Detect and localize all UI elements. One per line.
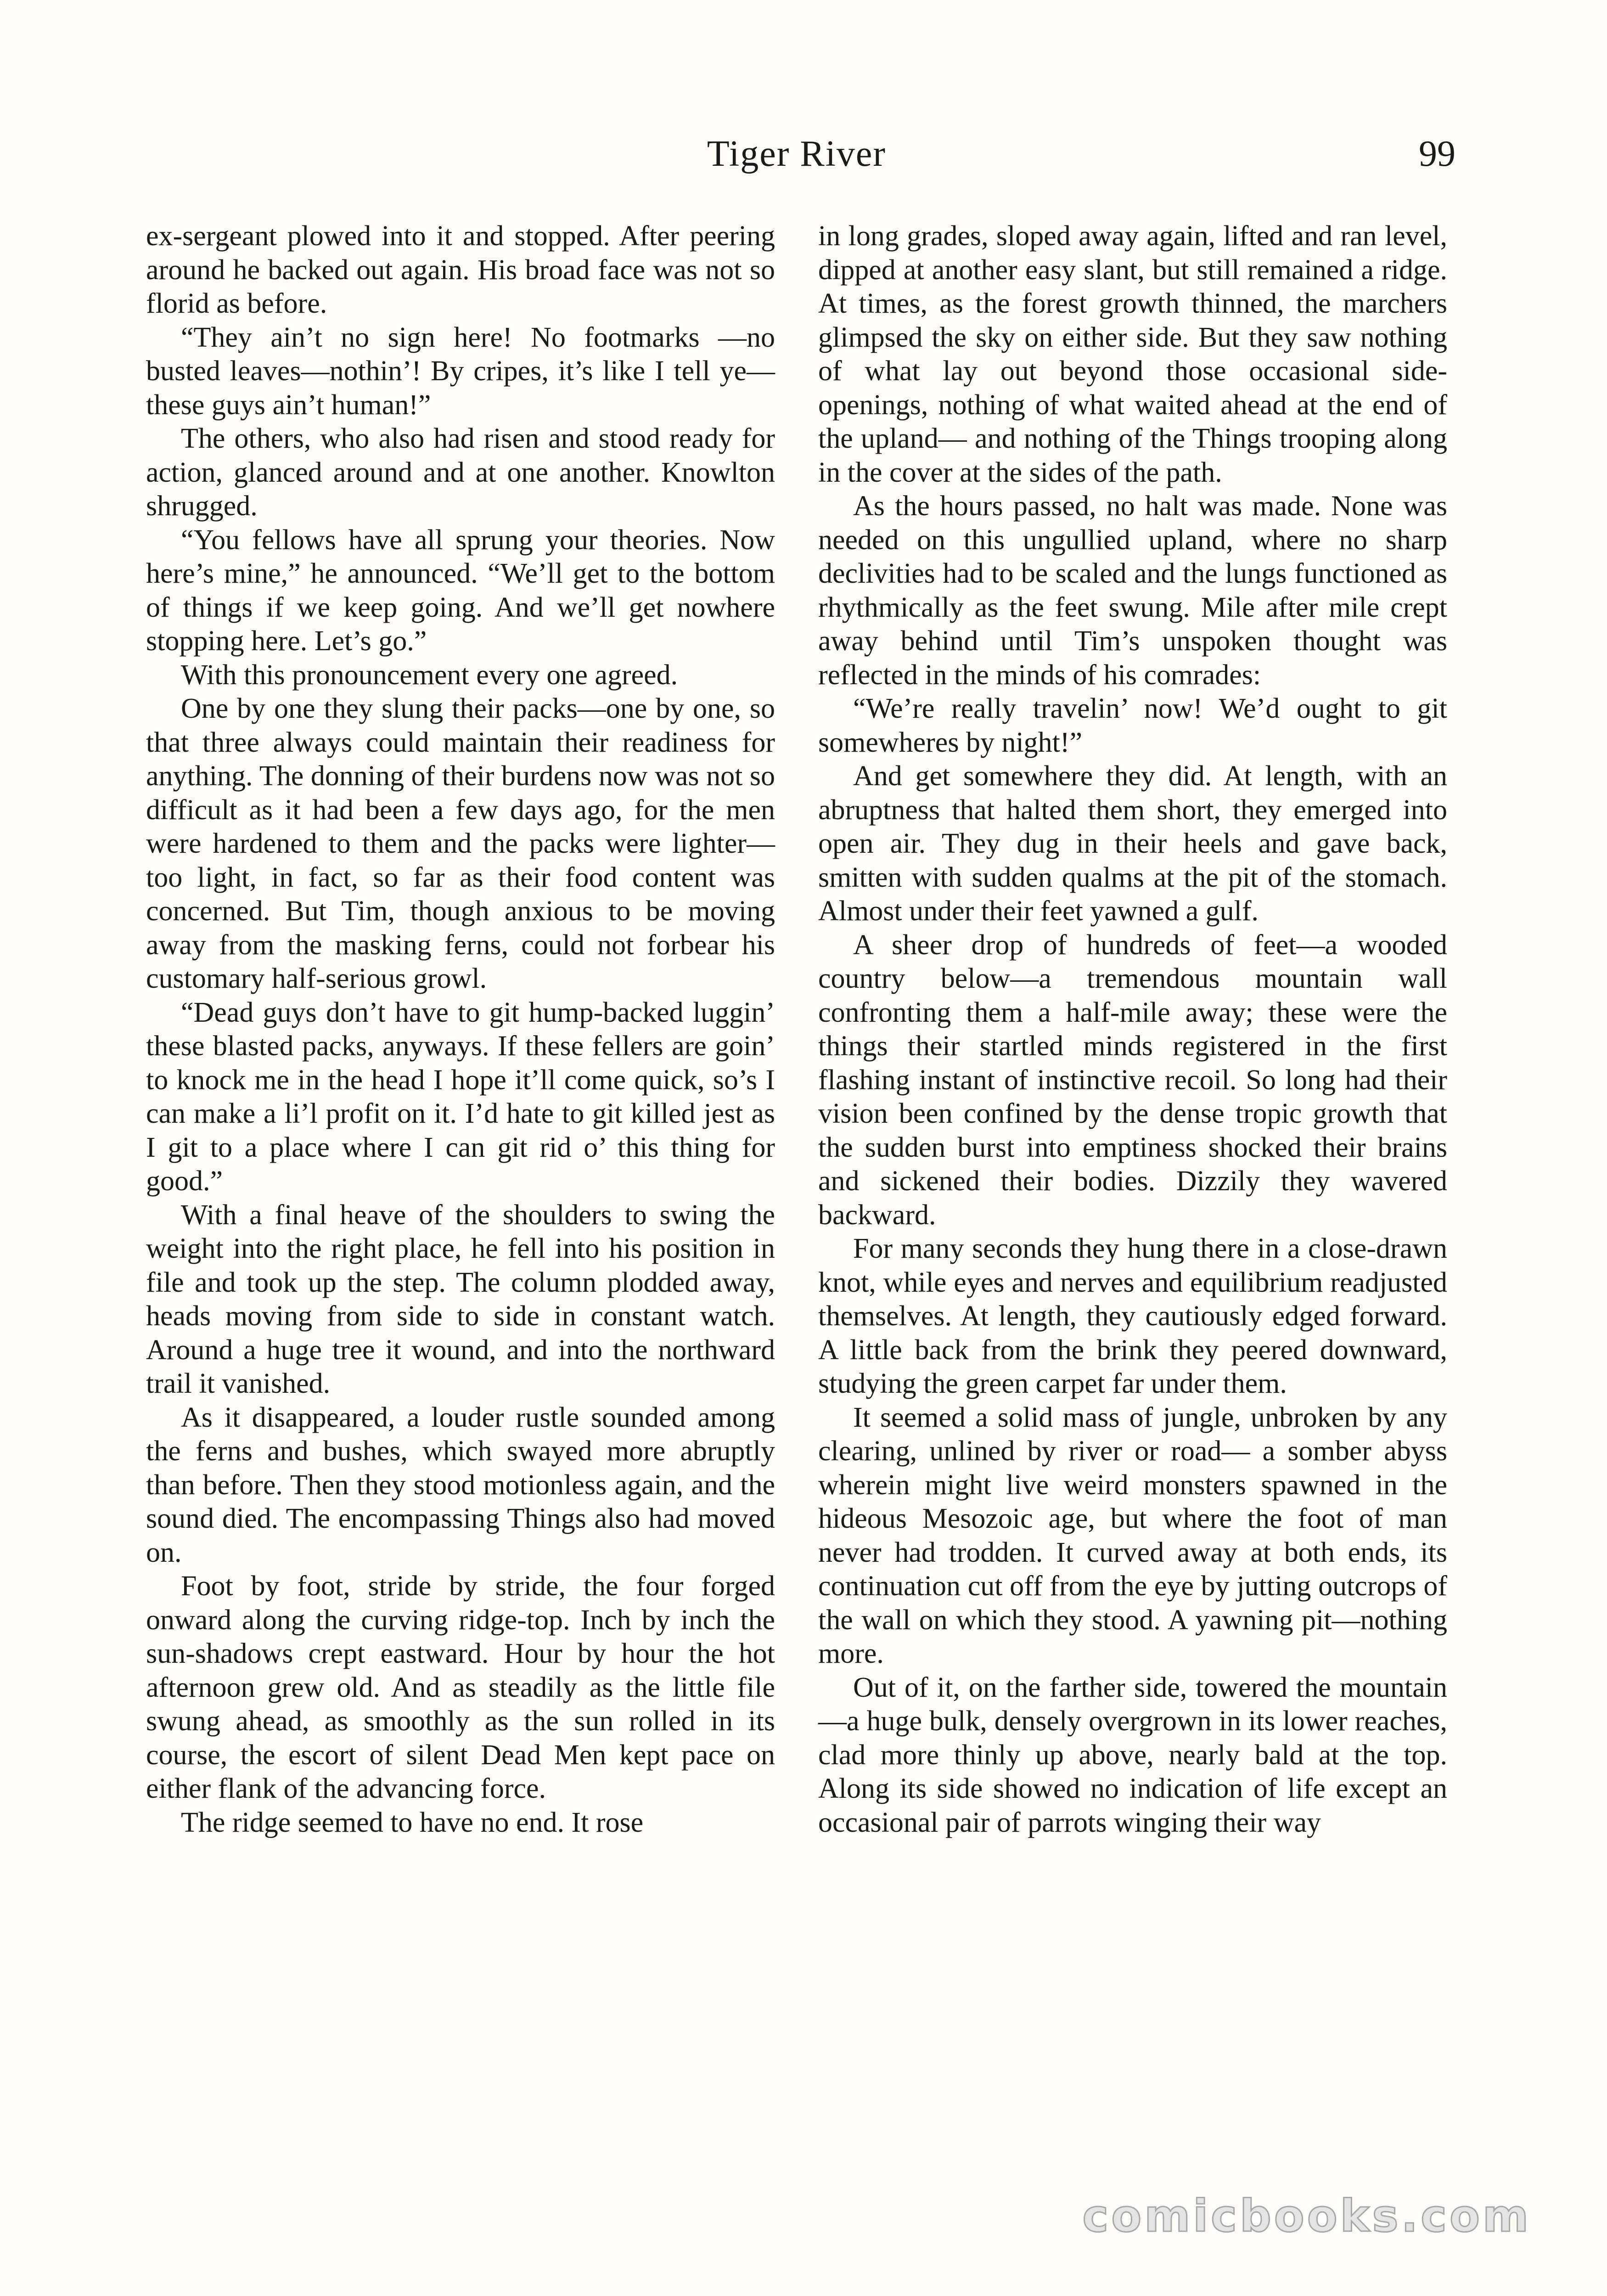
watermark-logo: comicbooks.com	[1082, 2190, 1531, 2242]
paragraph: “We’re really travelin’ now! We’d ought to git somewheres by night!”	[818, 693, 1447, 758]
paragraph: “You fellows have all sprung your theories. Now here’s mine,” he announced. “We’ll get to the bottom of things if we keep going. And we’ll get nowhere stopping here. Let’s go.”	[146, 524, 775, 657]
text-column-left	[146, 219, 775, 1840]
paragraph: A sheer drop of hundreds of feet—a wooded country below—a tremendous mountain wall confronting them a half-mile away; these were the things their startled minds registered in the first flashing instant of instinctive recoil. So long had their vision been confined by the dense tropic growth that the sudden burst into emptiness shocked their brains and sickened their bodies. Dizzily they wavered backward.	[818, 929, 1447, 1231]
text-column-right	[818, 219, 1447, 1840]
paragraph: The ridge seemed to have no end. It rose	[181, 1806, 644, 1838]
paragraph: Out of it, on the farther side, towered the mountain—a huge bulk, densely overgrown in its lower reaches, clad more thinly up above, nearly bald at the top. Along its side showed no indication of life except an occasional pair of parrots winging their way	[818, 1671, 1447, 1838]
paragraph: “Dead guys don’t have to git hump-backed luggin’ these blasted packs, anyways. If these fellers are goin’ to knock me in the head I hope it’ll come quick, so’s I can make a li’l profit on it. I’d hate to git killed jest as I git to a place where I can git rid o’ this thing for good.”	[146, 996, 775, 1197]
paragraph: With this pronouncement every one agreed.	[181, 659, 678, 691]
paragraph: One by one they slung their packs—one by one, so that three always could maintain their readiness for anything. The donning of their burdens now was not so difficult as it had been a few days ago, for the men were hardened to them and the packs were lighter—too light, in fact, so far as their food content was concerned. But Tim, though anxious to be moving away from the masking ferns, could not forbear his customary half-serious growl.	[146, 693, 775, 994]
paragraph: It seemed a solid mass of jungle, unbroken by any clearing, unlined by river or road— a somber abyss wherein might live weird monsters spawned in the hideous Mesozoic age, but where the foot of man never had trodden. It curved away at both ends, its continuation cut off from the eye by jutting outcrops of the wall on which they stood. A yawning pit—nothing more.	[818, 1401, 1447, 1669]
paragraph: As it disappeared, a louder rustle sounded among the ferns and bushes, which swayed more abruptly than before. Then they stood motionless again, and the sound died. The encompassing Things also had moved on.	[146, 1401, 775, 1568]
paragraph: With a final heave of the shoulders to swing the weight into the right place, he fell into his position in file and took up the step. The column plodded away, heads moving from side to side in constant watch. Around a huge tree it wound, and into the northward trail it vanished.	[146, 1199, 775, 1399]
running-head-title: Tiger River	[707, 134, 887, 174]
paragraph: “They ain’t no sign here! No footmarks —no busted leaves—nothin’! By cripes, it’s like I tell ye—these guys ain’t human!”	[146, 321, 775, 421]
paragraph: ex-sergeant plowed into it and stopped. After peering around he backed out again. His broad face was not so florid as before.	[146, 220, 775, 319]
paragraph: The others, who also had risen and stood ready for action, glanced around and at one another. Knowlton shrugged.	[146, 423, 775, 522]
page-number: 99	[1419, 134, 1455, 174]
paragraph: And get somewhere they did. At length, with an abruptness that halted them short, they emerged into open air. They dug in their heels and gave back, smitten with sudden qualms at the pit of the stomach. Almost under their feet yawned a gulf.	[818, 760, 1447, 927]
paragraph: in long grades, sloped away again, lifted and ran level, dipped at another easy slant, but still remained a ridge. At times, as the forest growth thinned, the marchers glimpsed the sky on either side. But they saw nothing of what lay out beyond those occasional side-openings, nothing of what waited ahead at the end of the upland— and nothing of the Things trooping along in the cover at the sides of the path.	[818, 220, 1447, 488]
paragraph: Foot by foot, stride by stride, the four forged onward along the curving ridge-top. Inch by inch the sun-shadows crept eastward. Hour by hour the hot afternoon grew old. And as steadily as the little file swung ahead, as smoothly as the sun rolled in its course, the escort of silent Dead Men kept pace on either flank of the advancing force.	[146, 1570, 775, 1804]
paragraph: As the hours passed, no halt was made. None was needed on this ungullied upland, where no sharp declivities had to be scaled and the lungs functioned as rhythmically as the feet swung. Mile after mile crept away behind until Tim’s unspoken thought was reflected in the minds of his comrades:	[818, 490, 1447, 691]
page-header	[138, 133, 1455, 193]
paragraph: For many seconds they hung there in a close-drawn knot, while eyes and nerves and equilibrium readjusted themselves. At length, they cautiously edged forward. A little back from the brink they peered downward, studying the green carpet far under them.	[818, 1233, 1447, 1399]
